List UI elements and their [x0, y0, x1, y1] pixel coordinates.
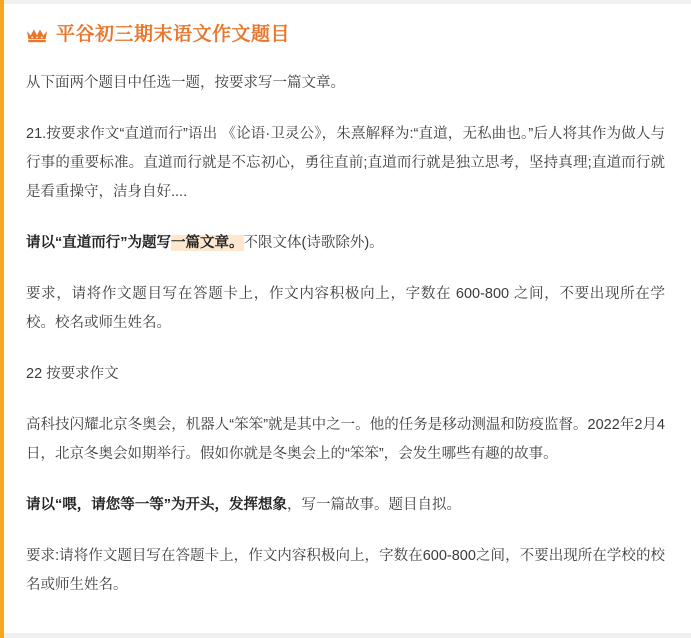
prompt-21-instruction	[26, 229, 665, 258]
prompt-21-instruction-highlight: 一篇文章。	[171, 234, 244, 251]
prompt-22-instruction	[26, 491, 665, 520]
bottom-divider	[4, 633, 691, 638]
intro-paragraph: 从下面两个题目中任选一题，按要求写一篇文章。	[26, 74, 345, 91]
prompt-22-requirement: 要求:请将作文题目写在答题卡上，作文内容积极向上，字数在600-800之间，不要出现所在学校的校名或师生姓名。	[26, 547, 665, 593]
crown-icon	[26, 27, 48, 43]
prompt-22-instruction-bold: 请以“喂，请您等一等”为开头，发挥想象	[26, 496, 287, 513]
prompt-22-text: 高科技闪耀北京冬奥会，机器人“笨笨”就是其中之一。他的任务是移动测温和防疫监督。2022年2月4日，北京冬奥会如期举行。假如你就是冬奥会上的“笨笨”，会发生哪些有趣的故事。	[26, 416, 665, 462]
prompt-21-requirement-label: 要求，	[26, 285, 72, 302]
prompt-21-requirement-text: 请将作文题目写在答题卡上，作文内容积极向上，字数在 600-800 之间，不要出现所在学校。校名或师生姓名。	[26, 285, 665, 331]
document-header	[26, 24, 665, 47]
prompt-22-heading: 22 按要求作文	[26, 365, 119, 382]
prompt-21-instruction-rest: 不限文体(诗歌除外)。	[243, 234, 384, 251]
document-content	[4, 0, 691, 610]
top-divider	[4, 0, 691, 4]
prompt-22-instruction-rest: ，写一篇故事。题目自拟。	[287, 496, 461, 513]
prompt-21-instruction-bold: 请以“直道而行”为题写	[26, 234, 171, 251]
prompt-21-text: 21.按要求作文“直道而行”语出 《论语·卫灵公》，朱熹解释为:“直道，无私曲也。”后人将其作为做人与行事的重要标准。直道而行就是不忘初心，勇往直前;直道而行就是独立思考，坚持真理;直道而行就是看重操守，洁身自好....	[26, 125, 665, 200]
prompt-21-requirement	[26, 280, 665, 338]
page-title: 平谷初三期末语文作文题目	[56, 24, 291, 45]
